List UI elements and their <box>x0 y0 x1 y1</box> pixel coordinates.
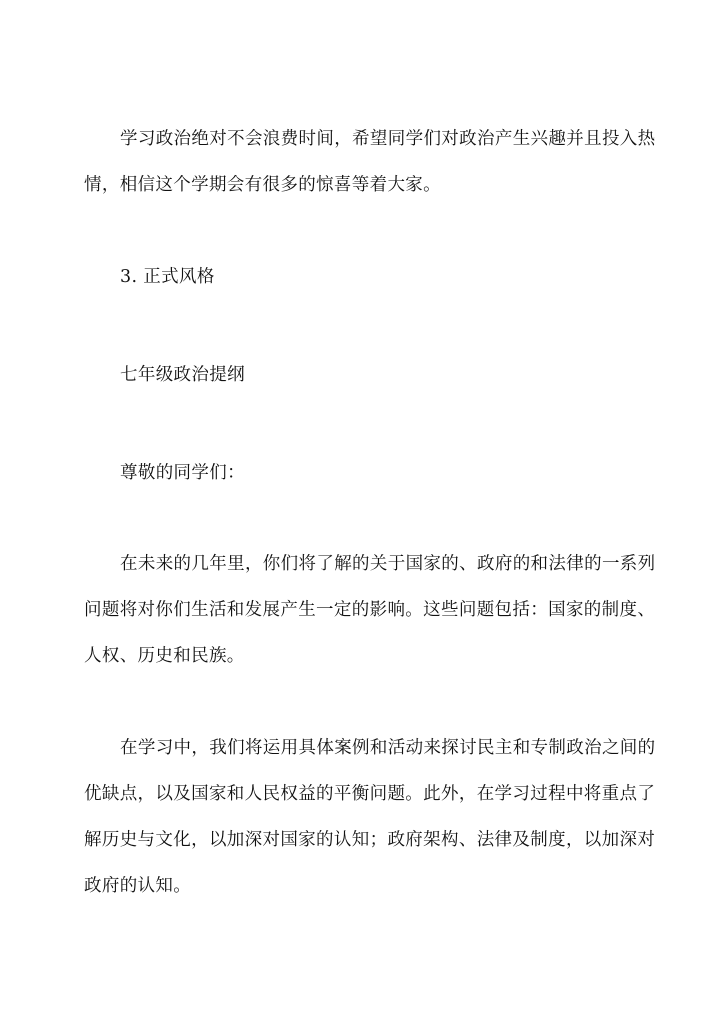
paragraph-3-line-4: 政府的认知。 <box>84 876 192 896</box>
document-title: 七年级政治提纲 <box>120 365 245 385</box>
paragraph-1 <box>84 116 656 208</box>
paragraph-2-line-1: 在未来的几年里，你们将了解的关于国家的、政府的和法律的一系列 <box>120 554 656 574</box>
paragraph-3 <box>84 725 656 909</box>
paragraph-3-line-2: 优缺点，以及国家和人民权益的平衡问题。此外，在学习过程中将重点了 <box>84 784 656 804</box>
paragraph-1-line-1: 学习政治绝对不会浪费时间，希望同学们对政治产生兴趣并且投入热 <box>120 129 656 149</box>
paragraph-2 <box>84 541 656 679</box>
paragraph-1-line-2: 情，相信这个学期会有很多的惊喜等着大家。 <box>84 175 441 195</box>
section-heading: 3. 正式风格 <box>120 267 215 287</box>
paragraph-3-line-1: 在学习中，我们将运用具体案例和活动来探讨民主和专制政治之间的 <box>120 738 656 758</box>
paragraph-2-line-2: 问题将对你们生活和发展产生一定的影响。这些问题包括：国家的制度、 <box>84 600 656 620</box>
paragraph-3-line-3: 解历史与文化，以加深对国家的认知；政府架构、法律及制度，以加深对 <box>84 830 656 850</box>
salutation: 尊敬的同学们： <box>120 463 245 483</box>
paragraph-2-line-3: 人权、历史和民族。 <box>84 646 245 666</box>
